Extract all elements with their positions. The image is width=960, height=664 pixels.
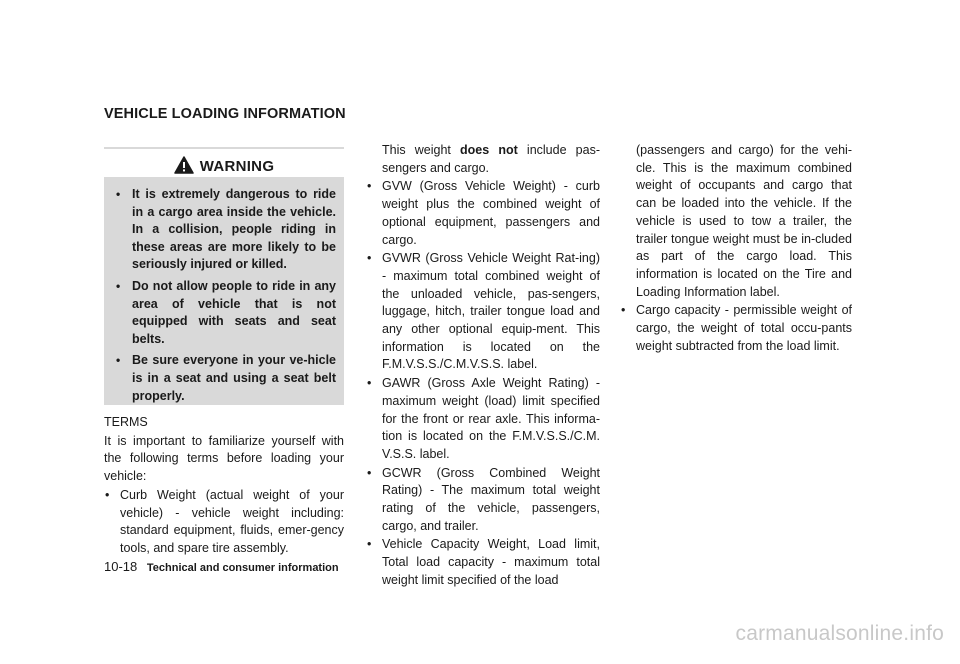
warning-list [114, 186, 336, 409]
terms-intro: It is important to familiarize yourself with the following terms before loading your vehicle: [104, 433, 344, 484]
curb-cont-bold: does not [460, 143, 518, 157]
warning-item: • It is extremely dangerous to ride in a cargo area inside the vehicle. In a collision, people riding in these areas are more likely to be seriously injured or killed. [114, 186, 336, 274]
term-gvw: • GVW (Gross Vehicle Weight) - curb weight plus the combined weight of optional equipment, passengers and cargo. [366, 178, 600, 249]
curb-cont-a: This weight [382, 143, 451, 157]
term-gvwr: • GVWR (Gross Vehicle Weight Rat-ing) - maximum total combined weight of the unloaded vehicle, pas-sengers, luggage, hitch, trailer tongue load and any other optional equip-ment. This information is located on the F.M.V.S.S./C.M.V.S.S. label. [366, 250, 600, 374]
warning-triangle-icon [174, 156, 194, 174]
term-curb-weight: • Curb Weight (actual weight of your vehicle) - vehicle weight including: standard equipment, fluids, emer-gency tools, and spare tire assembly. [104, 487, 344, 558]
term-gawr: • GAWR (Gross Axle Weight Rating) - maximum weight (load) limit specified for the front or rear axle. This informa-tion is located on the F.M.V.S.S./C.M. V.S.S. label. [366, 375, 600, 464]
term-cargo-capacity: • Cargo capacity - permissible weight of cargo, the weight of total occu-pants weight subtracted from the load limit. [620, 302, 852, 355]
section-title: VEHICLE LOADING INFORMATION [104, 106, 346, 122]
terms-heading: TERMS [104, 415, 148, 429]
vehicle-capacity-continuation: (passengers and cargo) for the vehi-cle. This is the maximum combined weight of occupants and cargo that can be loaded into the vehicle. If the vehicle is used to tow a trailer, the trailer tongue weight must be in-cluded as part of the cargo load. This information is located on the Tire and Loading Information label. [636, 143, 852, 299]
warning-title-text: WARNING [199, 158, 275, 175]
chapter-title: Technical and consumer information [146, 562, 339, 574]
terms-list-1 [104, 487, 344, 558]
terms-list-3 [620, 302, 852, 355]
terms-list-2 [366, 178, 600, 589]
curb-cont-b: include pas-sengers and cargo. [382, 143, 600, 175]
term-gcwr: • GCWR (Gross Combined Weight Rating) - The maximum total weight rating of the vehicle, passengers, cargo, and trailer. [366, 465, 600, 536]
warning-item: • Do not allow people to ride in any area of vehicle that is not equipped with seats and seat belts. [114, 278, 336, 348]
term-vehicle-capacity-weight: • Vehicle Capacity Weight, Load limit, Total load capacity - maximum total weight limit specified of the load [366, 536, 600, 589]
page-number: 10-18 [104, 559, 138, 574]
watermark: carmanualsonline.info [735, 622, 944, 645]
page-footer [104, 559, 339, 574]
column-3 [620, 142, 852, 356]
column-1 [104, 414, 344, 559]
column-2 [366, 142, 600, 591]
curb-weight-continuation [366, 142, 600, 177]
warning-title [104, 156, 344, 175]
warning-item: • Be sure everyone in your ve-hicle is in a seat and using a seat belt properly. [114, 352, 336, 405]
